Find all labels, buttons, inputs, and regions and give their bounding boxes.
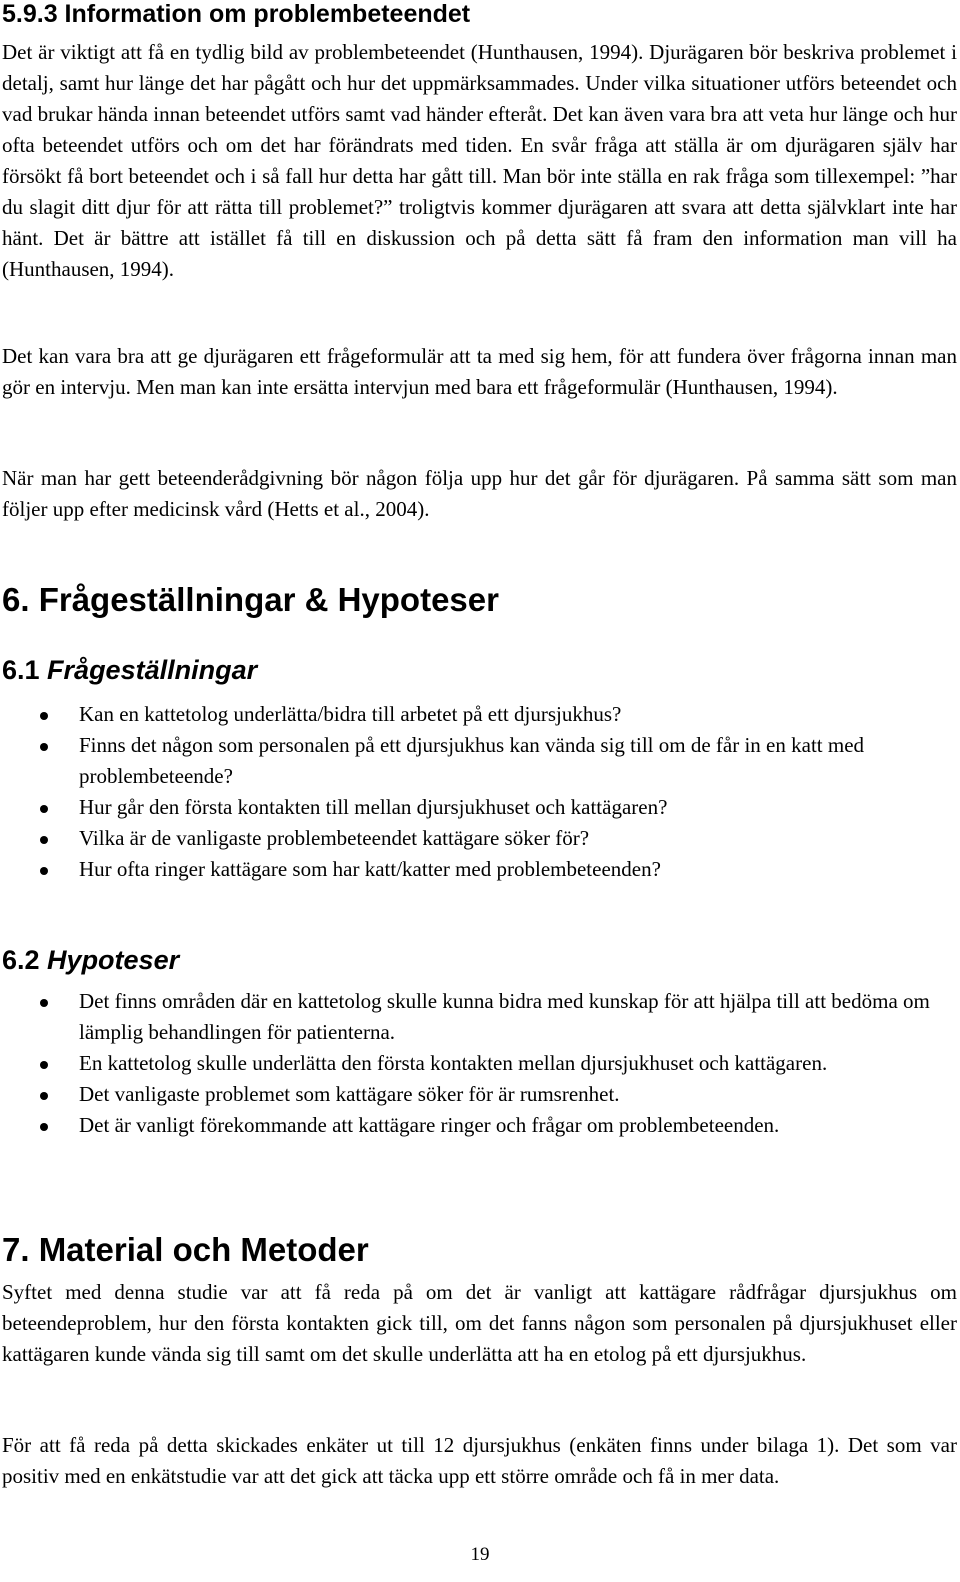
body-paragraph: Syftet med denna studie var att få reda på om det är vanligt att kattägare rådfrågar djursjukhus om beteendeproblem, hur den första kontakten gick till, om det fanns någon som personalen på djursjukhuset eller kattägaren kunde vända sig till samt om det skulle underlätta att ha en etolog på ett djursjukhus. bbox=[2, 1280, 957, 1366]
list-item-text: Det vanligaste problemet som kattägare söker för är rumsrenhet. bbox=[79, 1082, 620, 1106]
bullet-icon bbox=[40, 712, 48, 720]
list-item-text: Hur ofta ringer kattägare som har katt/katter med problembeteenden? bbox=[79, 857, 661, 881]
body-paragraph: Det kan vara bra att ge djurägaren ett frågeformulär att ta med sig hem, för att fundera över frågorna innan man gör en intervju. Men man kan inte ersätta intervjun med bara ett frågeformulär (Hunthausen, 1994). bbox=[2, 344, 957, 399]
section-5-9-3-paragraph-3 bbox=[2, 463, 957, 525]
list-item-text: Det finns områden där en kattetolog skulle kunna bidra med kunskap för att hjälpa till att bedöma om lämplig behandlingen för patienterna. bbox=[79, 989, 930, 1044]
list-item bbox=[0, 792, 955, 823]
subsection-heading bbox=[2, 943, 957, 977]
list-item bbox=[0, 1110, 955, 1141]
section-heading: 5.9.3 Information om problembeteendet bbox=[2, 0, 471, 28]
body-paragraph: Det är viktigt att få en tydlig bild av problembeteendet (Hunthausen, 1994). Djurägaren bör beskriva problemet i detalj, samt hur länge det har pågått och hur det uppmärksammades. Under vilka situationer utförs beteendet och vad brukar hända innan beteendet utförs samt vad händer efteråt. Det kan även vara bra att veta hur länge och hur ofta beteendet utförs och om det har förändrats med tiden. En svår fråga att ställa är om djurägaren själv har försökt få bort beteendet och i så fall hur detta har gått till. Man bör inte ställa en rak fråga som tillexempel: ”har du slagit ditt djur för att rätta till problemet?” troligtvis kommer djurägaren att svara att detta självklart inte har hänt. Det är bättre att istället få till en diskussion och på detta sätt få fram den information man vill ha (Hunthausen, 1994). bbox=[2, 40, 957, 281]
list-item-text: Finns det någon som personalen på ett djursjukhus kan vända sig till om de får in en katt med problembeteende? bbox=[79, 733, 865, 788]
body-paragraph: För att få reda på detta skickades enkäter ut till 12 djursjukhus (enkäten finns under bilaga 1). Det som var positiv med en enkätstudie var att det gick att täcka upp ett större område och få in mer data. bbox=[2, 1433, 957, 1488]
list-item-text: En kattetolog skulle underlätta den första kontakten mellan djursjukhuset och kattägaren. bbox=[79, 1051, 828, 1075]
hypotheses-list bbox=[0, 986, 955, 1141]
section-6 bbox=[2, 580, 957, 620]
bullet-icon bbox=[40, 836, 48, 844]
section-6-2 bbox=[2, 943, 957, 977]
body-paragraph: När man har gett beteenderådgivning bör någon följa upp hur det går för djurägaren. På samma sätt som man följer upp efter medicinsk vård (Hetts et al., 2004). bbox=[2, 466, 957, 521]
subsection-number: 6.2 bbox=[2, 945, 40, 975]
bullet-icon bbox=[40, 743, 48, 751]
bullet-icon bbox=[40, 1092, 48, 1100]
list-item-text: Hur går den första kontakten till mellan djursjukhuset och kattägaren? bbox=[79, 795, 668, 819]
bullet-icon bbox=[40, 805, 48, 813]
section-7-paragraph-1 bbox=[2, 1277, 957, 1370]
subsection-title: Frågeställningar bbox=[39, 655, 258, 685]
bullet-icon bbox=[40, 1123, 48, 1131]
list-item bbox=[0, 1048, 955, 1079]
section-5-9-3-paragraph-1 bbox=[2, 37, 957, 285]
bullet-icon bbox=[40, 867, 48, 875]
questions-list bbox=[0, 699, 955, 885]
list-item bbox=[0, 823, 955, 854]
section-6-1 bbox=[2, 653, 957, 687]
list-item bbox=[0, 730, 955, 792]
list-item bbox=[0, 1079, 955, 1110]
subsection-title: Hypoteser bbox=[39, 945, 180, 975]
page-number: 19 bbox=[470, 1544, 490, 1565]
list-item bbox=[0, 854, 955, 885]
section-5-9-3 bbox=[2, 0, 957, 28]
section-7-paragraph-2 bbox=[2, 1430, 957, 1492]
list-item bbox=[0, 699, 955, 730]
list-item-text: Kan en kattetolog underlätta/bidra till arbetet på ett djursjukhus? bbox=[79, 702, 622, 726]
list-item-text: Vilka är de vanligaste problembeteendet kattägare söker för? bbox=[79, 826, 590, 850]
chapter-heading: 7. Material och Metoder bbox=[2, 1231, 369, 1268]
subsection-number: 6.1 bbox=[2, 655, 40, 685]
section-5-9-3-paragraph-2 bbox=[2, 341, 957, 403]
chapter-heading: 6. Frågeställningar & Hypoteser bbox=[2, 581, 499, 618]
bullet-icon bbox=[40, 999, 48, 1007]
list-item bbox=[0, 986, 955, 1048]
subsection-heading bbox=[2, 653, 957, 687]
section-7 bbox=[2, 1230, 957, 1270]
bullet-icon bbox=[40, 1061, 48, 1069]
list-item-text: Det är vanligt förekommande att kattägare ringer och frågar om problembeteenden. bbox=[79, 1113, 780, 1137]
